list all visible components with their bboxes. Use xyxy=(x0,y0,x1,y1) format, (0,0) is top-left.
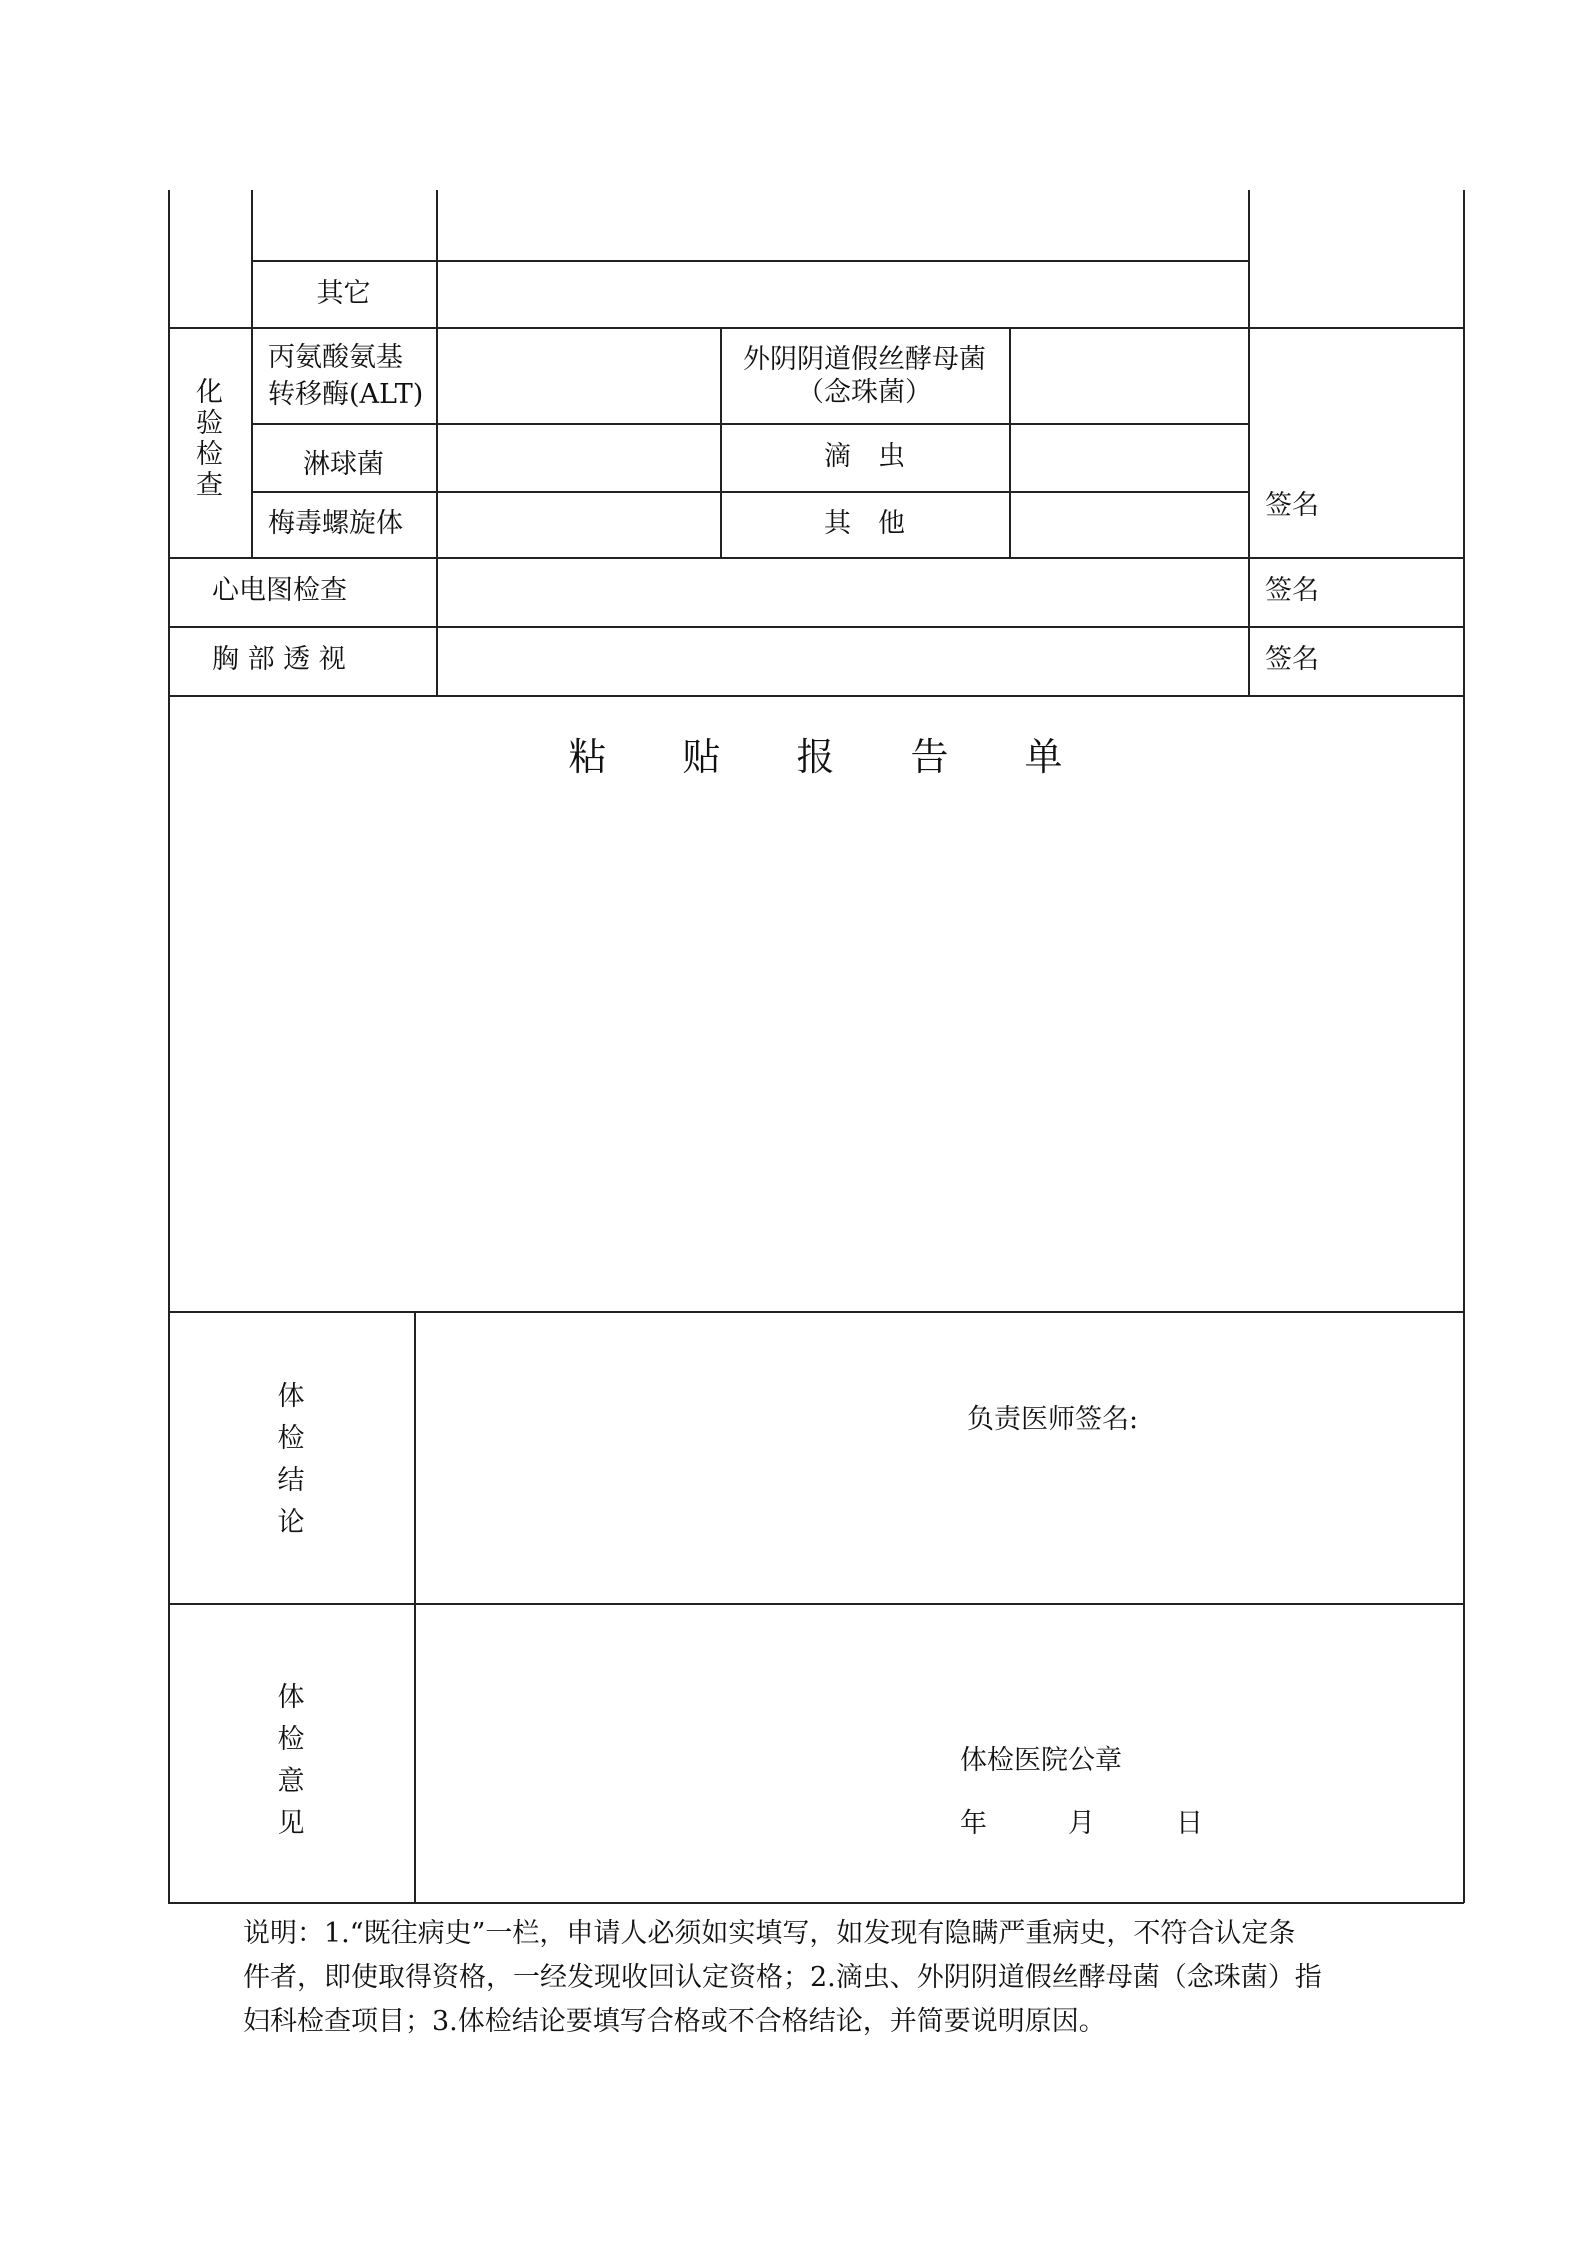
others-label: 其 他 xyxy=(824,508,905,539)
gonococcus-label: 淋球菌 xyxy=(303,449,384,480)
alt-label xyxy=(268,339,423,413)
divider xyxy=(436,190,438,696)
date-label: 年 月 日 xyxy=(960,1808,1203,1839)
conclusion-label-char: 结 xyxy=(277,1465,305,1496)
ecg-label: 心电图检查 xyxy=(212,575,347,606)
candida-label-line: （念珠菌） xyxy=(797,377,932,408)
conclusion-label-char: 体 xyxy=(277,1381,305,1412)
divider xyxy=(168,1311,1463,1313)
note-line: 件者，即使取得资格，一经发现收回认定资格；2.滴虫、外阴阴道假丝酵母菌（念珠菌）指 xyxy=(243,1962,1322,1993)
ecg-sign-label: 签名 xyxy=(1265,575,1319,606)
conclusion-label-char: 检 xyxy=(277,1423,305,1454)
candida-label-line: 外阴阴道假丝酵母菌 xyxy=(743,344,986,375)
chest-label: 胸 部 透 视 xyxy=(212,644,346,675)
opinion-label-char: 体 xyxy=(277,1682,305,1713)
lab-label-char: 查 xyxy=(196,470,223,501)
divider xyxy=(168,695,1463,697)
lab-label-char: 验 xyxy=(196,408,223,439)
report-title: 粘 贴 报 告 单 xyxy=(568,735,1063,779)
conclusion-label-char: 论 xyxy=(277,1507,305,1538)
trichomonas-label: 滴 虫 xyxy=(824,441,905,472)
other-label: 其它 xyxy=(316,278,371,309)
note-line: 说明：1.“既往病史”一栏，申请人必须如实填写，如发现有隐瞒严重病史，不符合认定条 xyxy=(243,1918,1296,1949)
table-border-right xyxy=(1463,190,1465,1903)
candida-label xyxy=(720,343,1009,409)
divider xyxy=(1248,190,1250,696)
divider xyxy=(168,626,1463,628)
note-line: 妇科检查项目；3.体检结论要填写合格或不合格结论，并简要说明原因。 xyxy=(243,2006,1106,2037)
lab-section-label xyxy=(168,377,251,501)
divider xyxy=(1009,327,1011,557)
syphilis-label: 梅毒螺旋体 xyxy=(268,508,403,539)
opinion-label-char: 检 xyxy=(277,1724,305,1755)
doctor-sign-label: 负责医师签名: xyxy=(967,1404,1139,1435)
divider xyxy=(251,423,1248,425)
divider xyxy=(251,491,1248,493)
instructions-note xyxy=(243,1912,1353,2044)
lab-label-char: 化 xyxy=(196,377,223,408)
conclusion-label xyxy=(168,1376,414,1544)
alt-label-line: 转移酶(ALT) xyxy=(268,379,424,410)
chest-sign-label: 签名 xyxy=(1265,644,1319,675)
lab-label-char: 检 xyxy=(196,439,223,470)
divider xyxy=(251,260,1248,262)
divider xyxy=(251,190,253,557)
divider xyxy=(168,557,1463,559)
divider xyxy=(168,1603,1463,1605)
table-border-bottom xyxy=(168,1902,1464,1904)
divider xyxy=(414,1311,416,1903)
opinion-label xyxy=(168,1677,414,1845)
hospital-seal-label: 体检医院公章 xyxy=(960,1745,1122,1776)
opinion-label-char: 意 xyxy=(277,1766,305,1797)
opinion-label-char: 见 xyxy=(277,1808,305,1839)
divider xyxy=(168,327,1463,329)
alt-label-line: 丙氨酸氨基 xyxy=(268,342,403,373)
lab-sign-label: 签名 xyxy=(1265,490,1319,521)
